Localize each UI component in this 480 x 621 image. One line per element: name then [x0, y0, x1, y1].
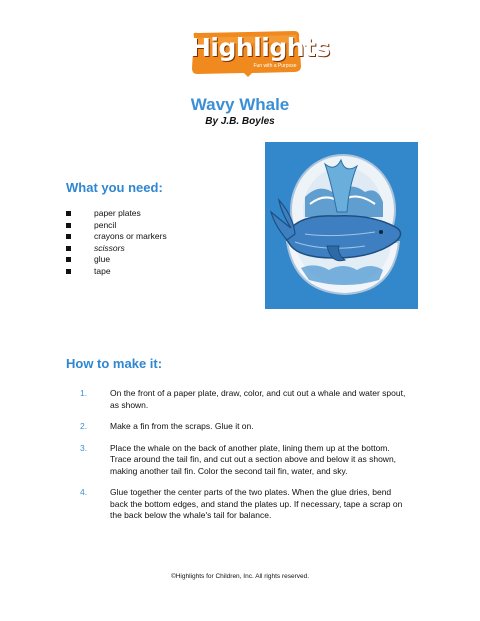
list-item	[66, 254, 167, 266]
how-to-make-heading: How to make it:	[66, 356, 163, 371]
step-text: Make a fin from the scraps. Glue it on.	[110, 421, 254, 431]
supply-label: tape	[94, 265, 111, 276]
step-text: Glue together the center parts of the two plates. When the glue dries, bend back the bottom edges, and stand the plates up. If necessary, tape a scrap on the back below the whale's tail for balance.	[110, 487, 403, 520]
list-item	[66, 243, 167, 255]
list-item	[66, 220, 167, 232]
step-number: 4.	[80, 487, 88, 497]
step-text: On the front of a paper plate, draw, color, and cut out a whale and water spout, as shown.	[110, 388, 406, 410]
square-bullet-icon	[66, 257, 71, 262]
square-bullet-icon	[66, 223, 71, 228]
step-number: 2.	[80, 421, 88, 431]
step-number: 3.	[80, 442, 88, 453]
copyright-footer: ©Highlights for Children, Inc. All rights reserved.	[170, 573, 310, 580]
step-item	[80, 421, 410, 433]
step-text: Place the whale on the back of another plate, lining them up at the bottom. Trace around the tail fin, and cut out a section above and below it as shown, making another tail fin. Color the second tail fin, water, and sky.	[110, 442, 397, 476]
list-item	[66, 266, 167, 278]
square-bullet-icon	[66, 211, 71, 216]
step-item	[80, 487, 410, 522]
instruction-steps	[80, 388, 410, 522]
step-item	[80, 443, 410, 478]
square-bullet-icon	[66, 234, 71, 239]
supply-label: glue	[94, 254, 111, 264]
supply-label: scissors	[94, 242, 125, 253]
highlights-logo	[190, 30, 330, 78]
supplies-list	[66, 208, 167, 277]
step-number: 1.	[80, 388, 88, 398]
list-item	[66, 231, 167, 243]
square-bullet-icon	[66, 246, 71, 251]
supply-label: paper plates	[94, 208, 141, 218]
logo-tagline: Fun with a Purpose	[253, 63, 297, 69]
author-byline: By J.B. Boyles	[205, 116, 275, 127]
craft-photo	[265, 142, 418, 309]
supply-label: crayons or markers	[94, 231, 167, 241]
square-bullet-icon	[66, 269, 71, 274]
supply-label: pencil	[94, 219, 117, 230]
list-item	[66, 208, 167, 220]
step-item	[80, 388, 410, 411]
wavy-whale-illustration	[265, 142, 418, 309]
logo-text: Highlights	[190, 33, 330, 62]
page-title: Wavy Whale	[190, 95, 290, 114]
what-you-need-heading: What you need:	[66, 180, 163, 195]
